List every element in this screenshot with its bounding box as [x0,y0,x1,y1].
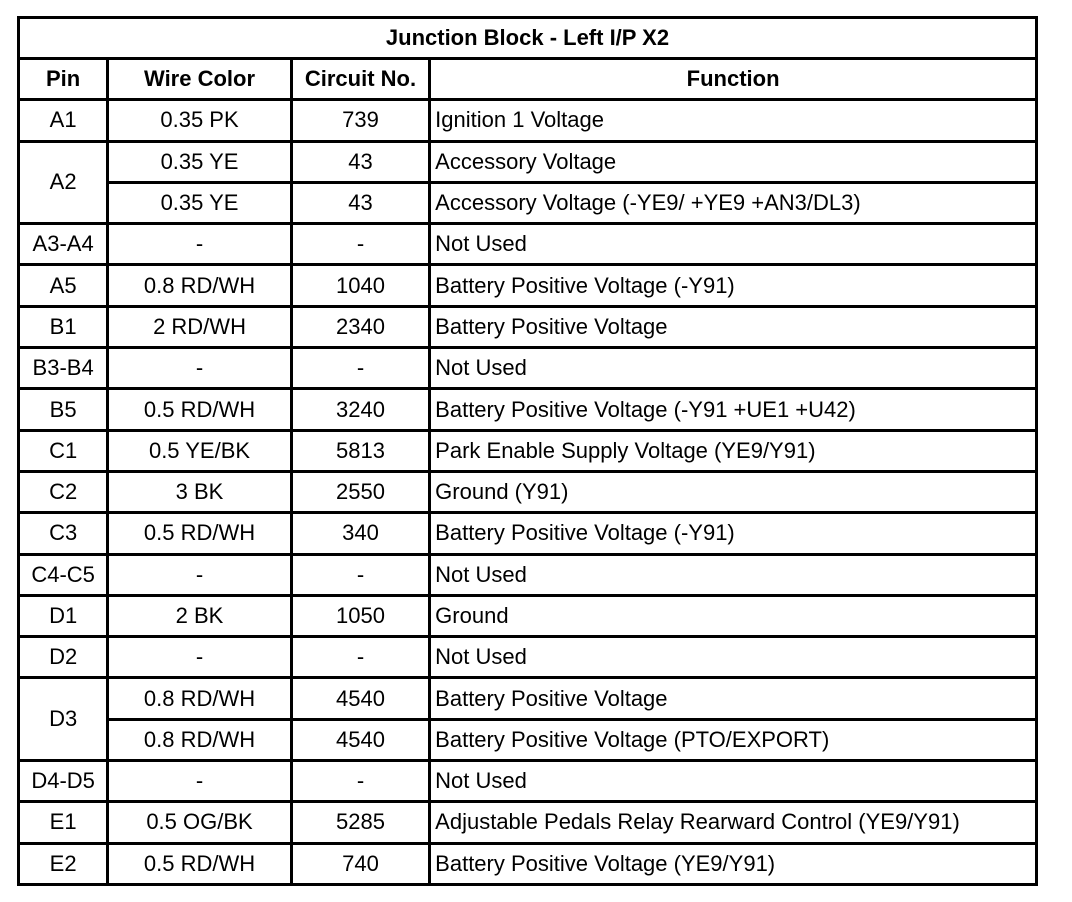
table-row [20,803,1038,844]
wire-color-cell: - [109,349,293,390]
function-cell: Ground [431,597,1038,638]
header-pin: Pin [20,60,109,101]
table-row [20,432,1038,473]
wire-color-cell: - [109,225,293,266]
function-cell: Ignition 1 Voltage [431,101,1038,142]
header-row [20,60,1038,101]
header-circuit-no: Circuit No. [293,60,431,101]
wire-color-cell: 0.35 PK [109,101,293,142]
pin-cell: B3-B4 [20,349,109,390]
function-cell: Not Used [431,225,1038,266]
circuit-cell: 5285 [293,803,431,844]
table-row [20,143,1038,184]
wire-color-cell: 0.5 RD/WH [109,390,293,431]
circuit-cell: 43 [293,143,431,184]
wire-color-cell: 0.5 RD/WH [109,514,293,555]
function-cell: Not Used [431,556,1038,597]
table-row [20,225,1038,266]
function-cell: Adjustable Pedals Relay Rearward Control (YE9/Y91) [431,803,1038,844]
pin-cell: C4-C5 [20,556,109,597]
pin-cell: D3 [20,679,109,762]
function-cell: Accessory Voltage (-YE9/ +YE9 +AN3/DL3) [431,184,1038,225]
wire-color-cell: 0.5 OG/BK [109,803,293,844]
pin-cell: E2 [20,845,109,886]
table-row [20,556,1038,597]
circuit-cell: 4540 [293,721,431,762]
circuit-cell: 1040 [293,266,431,307]
table-row [20,349,1038,390]
circuit-cell: 3240 [293,390,431,431]
pin-cell: C2 [20,473,109,514]
table-row [20,390,1038,431]
circuit-cell: - [293,556,431,597]
wire-color-cell: 0.35 YE [109,184,293,225]
header-function: Function [431,60,1038,101]
function-cell: Not Used [431,349,1038,390]
title-row [20,19,1038,60]
table-row [20,638,1038,679]
wire-color-cell: 0.8 RD/WH [109,679,293,720]
function-cell: Battery Positive Voltage (-Y91 +UE1 +U42) [431,390,1038,431]
wire-color-cell: - [109,638,293,679]
table-row [20,762,1038,803]
circuit-cell: - [293,349,431,390]
circuit-cell: 2340 [293,308,431,349]
circuit-cell: - [293,225,431,266]
circuit-cell: 1050 [293,597,431,638]
function-cell: Battery Positive Voltage (YE9/Y91) [431,845,1038,886]
pin-cell: C1 [20,432,109,473]
table-title: Junction Block - Left I/P X2 [20,19,1038,60]
wire-color-cell: 2 BK [109,597,293,638]
function-cell: Park Enable Supply Voltage (YE9/Y91) [431,432,1038,473]
table-row [20,679,1038,720]
circuit-cell: 2550 [293,473,431,514]
function-cell: Not Used [431,762,1038,803]
circuit-cell: 5813 [293,432,431,473]
pin-cell: D2 [20,638,109,679]
header-wire-color: Wire Color [109,60,293,101]
junction-block-table [17,16,1038,886]
circuit-cell: - [293,762,431,803]
table-row [20,473,1038,514]
pin-cell: A5 [20,266,109,307]
circuit-cell: 740 [293,845,431,886]
wire-color-cell: 2 RD/WH [109,308,293,349]
function-cell: Not Used [431,638,1038,679]
circuit-cell: 43 [293,184,431,225]
table-row [20,721,1038,762]
circuit-cell: 4540 [293,679,431,720]
wire-color-cell: 0.8 RD/WH [109,721,293,762]
pin-cell: B5 [20,390,109,431]
wire-color-cell: - [109,556,293,597]
pin-cell: A2 [20,143,109,226]
table-row [20,184,1038,225]
function-cell: Battery Positive Voltage (-Y91) [431,514,1038,555]
pin-cell: D1 [20,597,109,638]
function-cell: Accessory Voltage [431,143,1038,184]
circuit-cell: 340 [293,514,431,555]
wire-color-cell: 0.35 YE [109,143,293,184]
function-cell: Battery Positive Voltage (-Y91) [431,266,1038,307]
pin-cell: C3 [20,514,109,555]
function-cell: Battery Positive Voltage [431,308,1038,349]
pin-cell: E1 [20,803,109,844]
table-row [20,308,1038,349]
wire-color-cell: 0.8 RD/WH [109,266,293,307]
function-cell: Ground (Y91) [431,473,1038,514]
circuit-cell: 739 [293,101,431,142]
circuit-cell: - [293,638,431,679]
wire-color-cell: 3 BK [109,473,293,514]
function-cell: Battery Positive Voltage (PTO/EXPORT) [431,721,1038,762]
pin-cell: A3-A4 [20,225,109,266]
table-row [20,597,1038,638]
table-row [20,266,1038,307]
pin-cell: B1 [20,308,109,349]
table-row [20,845,1038,886]
pin-cell: A1 [20,101,109,142]
wire-color-cell: 0.5 YE/BK [109,432,293,473]
function-cell: Battery Positive Voltage [431,679,1038,720]
wire-color-cell: 0.5 RD/WH [109,845,293,886]
wire-color-cell: - [109,762,293,803]
table-row [20,101,1038,142]
table-row [20,514,1038,555]
pin-cell: D4-D5 [20,762,109,803]
